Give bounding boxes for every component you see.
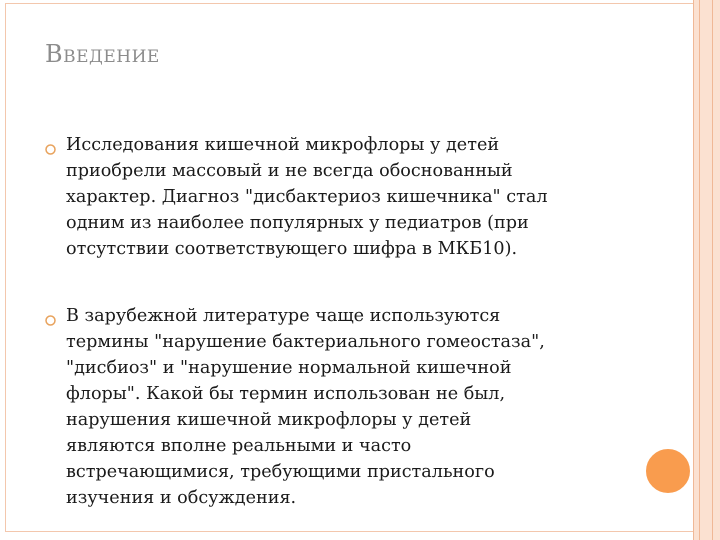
rail-line [693,0,694,540]
title-rest: ВЕДЕНИЕ [63,47,160,67]
bullet-text: Исследования кишечной микрофлоры у детей приобрели массовый и не всегда обоснованный характер. Диагноз "дисбактериоз кишечника" стал одним из наиболее популярных у педиатров (при отсутствии соответствующего шифра в МКБ10). [66,135,548,259]
circle-bullet-icon [45,144,56,155]
decorative-orange-circle [644,447,692,495]
bullet-text: В зарубежной литературе чаще используются термины "нарушение бактериального гомеостаза", "дисбиоз" и "нарушение нормальной кишечной флоры". Какой бы термин использован не был, нарушения кишечной микрофлоры у детей являются вполне реальными и часто встречающимися, требующими пристального изучения и обсуждения. [66,306,545,508]
title-initial: В [45,40,64,68]
bullet-item [45,132,635,262]
rail-line [699,0,700,540]
slide-title [45,40,160,68]
rail-line [712,0,713,540]
decorative-side-rail [693,0,720,540]
bullet-item [45,303,635,511]
circle-bullet-icon [45,315,56,326]
